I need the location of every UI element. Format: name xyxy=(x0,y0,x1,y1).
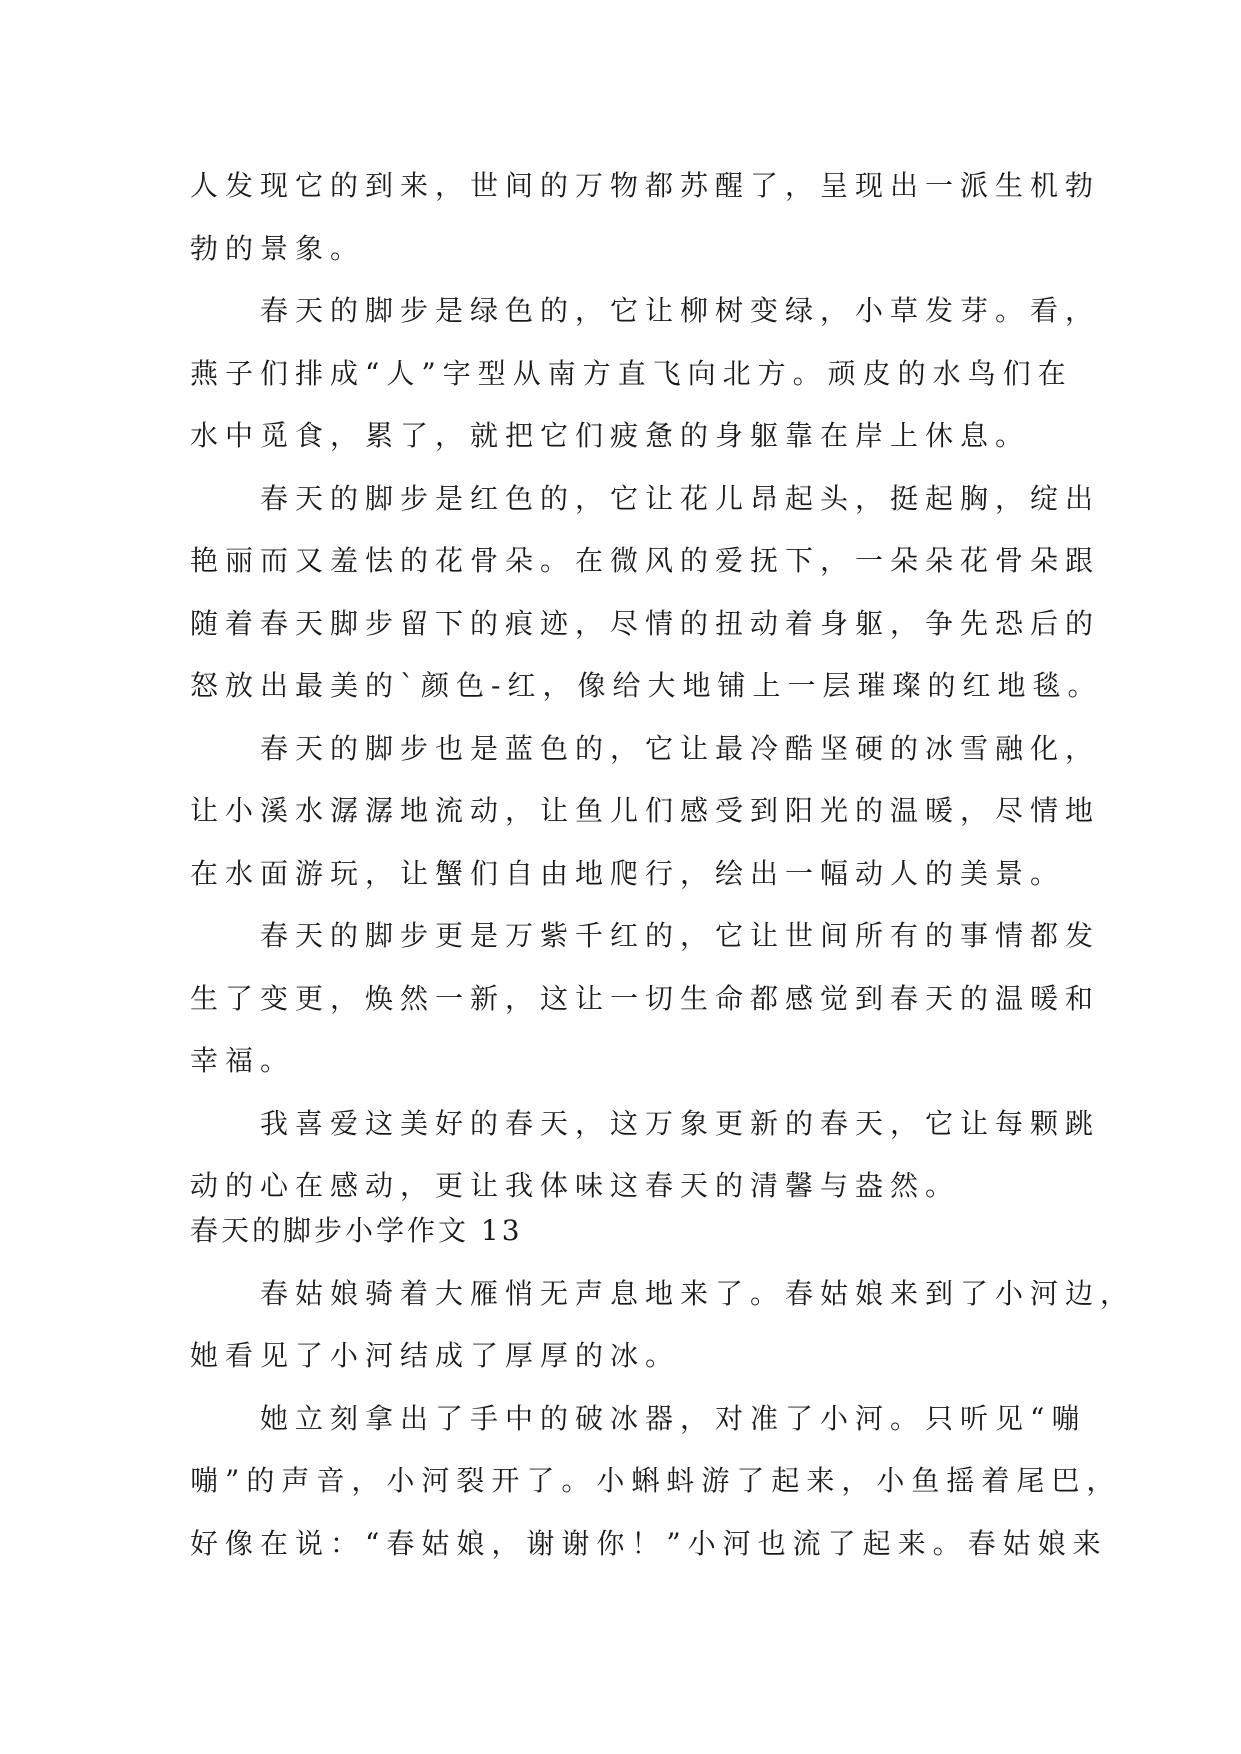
text-line: 幸福。 xyxy=(190,1044,296,1077)
text-line: 让小溪水潺潺地流动，让鱼儿们感受到阳光的温暖，尽情地 xyxy=(190,794,1101,827)
text-line: 她看见了小河结成了厚厚的冰。 xyxy=(190,1339,681,1372)
paragraph-start-line: 春天的脚步是绿色的，它让柳树变绿，小草发芽。看， xyxy=(260,294,1101,327)
text-line: 随着春天脚步留下的痕迹，尽情的扭动着身躯，争先恐后的 xyxy=(190,606,1101,640)
text-line: 勃的景象。 xyxy=(190,231,366,265)
text-line: 生了变更，焕然一新，这让一切生命都感觉到春天的温暖和 xyxy=(190,981,1101,1015)
essay-section xyxy=(190,1200,1136,1575)
paragraph-start-line: 春天的脚步更是万紫千红的，它让世间所有的事情都发 xyxy=(260,919,1101,952)
paragraph-start-line: 春天的脚步是红色的，它让花儿昂起头，挺起胸，绽出 xyxy=(260,481,1101,515)
text-line: 动的心在感动，更让我体味这春天的清馨与盎然。 xyxy=(190,1169,961,1202)
text-line: 人发现它的到来，世间的万物都苏醒了，呈现出一派生机勃 xyxy=(190,169,1101,202)
text-line: 在水面游玩，让蟹们自由地爬行，绘出一幅动人的美景。 xyxy=(190,856,1066,890)
text-line: 嘣”的声音，小河裂开了。小蝌蚪游了起来，小鱼摇着尾巴， xyxy=(190,1464,1122,1497)
text-line: 燕子们排成“人”字型从南方直飞向北方。顽皮的水鸟们在 xyxy=(190,356,1073,390)
essay-continuation xyxy=(190,155,1103,1218)
text-line: 艳丽而又羞怯的花骨朵。在微风的爱抚下，一朵朵花骨朵跟 xyxy=(190,544,1101,577)
paragraph-start-line: 我喜爱这美好的春天，这万象更新的春天，它让每颗跳 xyxy=(260,1106,1101,1140)
paragraph-start-line: 春姑娘骑着大雁悄无声息地来了。春姑娘来到了小河边， xyxy=(260,1276,1136,1310)
text-line: 水中觅食，累了，就把它们疲惫的身躯靠在岸上休息。 xyxy=(190,419,1031,452)
paragraph-start-line: 她立刻拿出了手中的破冰器，对准了小河。只听见“嘣 xyxy=(260,1401,1087,1435)
text-line: 好像在说：“春姑娘，谢谢你！”小河也流了起来。春姑娘来 xyxy=(190,1526,1108,1560)
text-line: 怒放出最美的`颜色-红，像给大地铺上一层璀璨的红地毯。 xyxy=(190,669,1103,702)
paragraph-start-line: 春天的脚步也是蓝色的，它让最冷酷坚硬的冰雪融化， xyxy=(260,731,1101,765)
section-title: 春天的脚步小学作文 13 xyxy=(190,1214,523,1247)
